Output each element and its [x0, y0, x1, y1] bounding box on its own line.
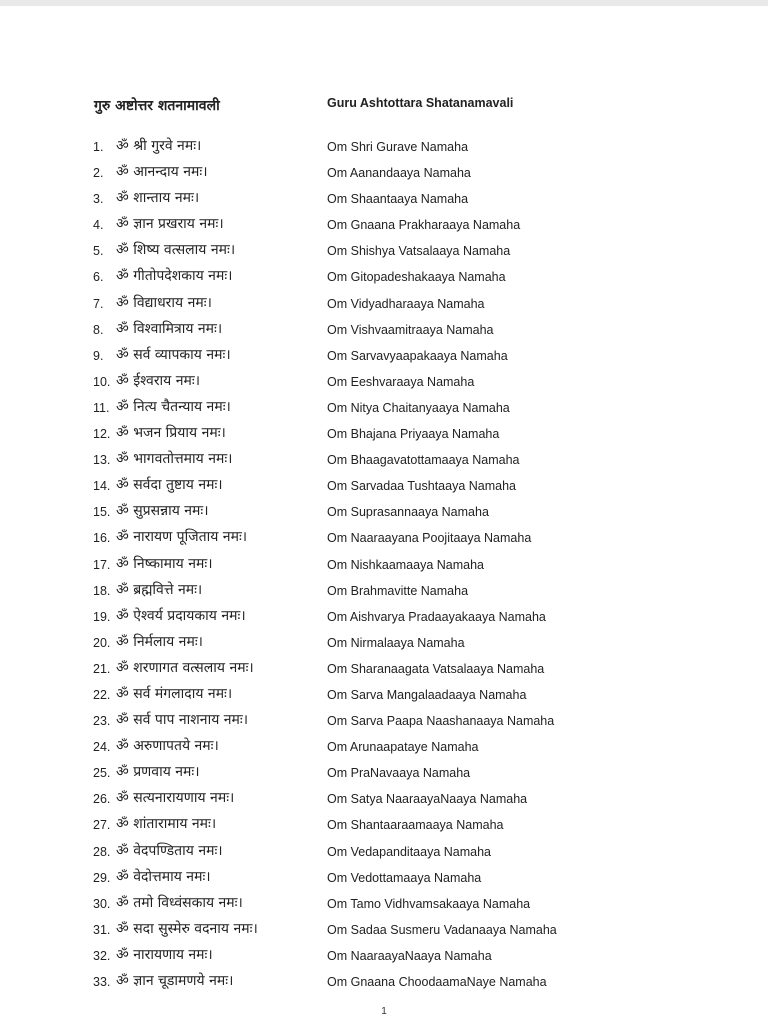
document-page [0, 6, 768, 1024]
sanskrit-name: ॐ ईश्वराय नमः। [116, 372, 201, 389]
item-number: 29. [93, 870, 111, 885]
item-number: 9. [93, 348, 104, 363]
english-name: Om Sarvavyaapakaaya Namaha [327, 348, 508, 363]
english-name: Om Gnaana Prakharaaya Namaha [327, 218, 521, 233]
sanskrit-name: ॐ सर्व पाप नाशनाय नमः। [116, 712, 249, 729]
list-item [0, 291, 768, 317]
sanskrit-name: ॐ ज्ञान प्रखराय नमः। [116, 216, 224, 233]
english-name: Om Bhajana Priyaaya Namaha [327, 427, 500, 442]
sanskrit-name: ॐ गीतोपदेशकाय नमः। [116, 268, 233, 285]
list-item [0, 865, 768, 891]
item-number: 20. [93, 635, 111, 650]
sanskrit-name: ॐ भागवतोत्तमाय नमः। [116, 451, 233, 468]
item-number: 16. [93, 531, 111, 546]
english-name: Om Vishvaamitraaya Namaha [327, 322, 494, 337]
sanskrit-name: ॐ वेदपण्डिताय नमः। [116, 842, 223, 859]
list-item [0, 812, 768, 838]
list-item [0, 212, 768, 238]
sanskrit-name: ॐ आनन्दाय नमः। [116, 164, 208, 181]
list-item [0, 395, 768, 421]
english-name: Om Tamo Vidhvamsakaaya Namaha [327, 896, 531, 911]
sanskrit-name: ॐ सर्व व्यापकाय नमः। [116, 346, 231, 363]
sanskrit-name: ॐ निष्कामाय नमः। [116, 555, 213, 572]
sanskrit-name: ॐ तमो विध्वंसकाय नमः। [116, 894, 243, 911]
list-item [0, 134, 768, 160]
list-item [0, 473, 768, 499]
sanskrit-name: ॐ निर्मलाय नमः। [116, 633, 203, 650]
item-number: 22. [93, 687, 111, 702]
item-number: 3. [93, 192, 104, 207]
item-number: 15. [93, 505, 111, 520]
item-number: 14. [93, 479, 111, 494]
list-item [0, 447, 768, 473]
item-number: 10. [93, 374, 111, 389]
english-name: Om Sarva Paapa Naashanaaya Namaha [327, 714, 555, 729]
english-name: Om Sarva Mangalaadaaya Namaha [327, 687, 527, 702]
sanskrit-name: ॐ ऐश्वर्य प्रदायकाय नमः। [116, 607, 246, 624]
list-item [0, 839, 768, 865]
sanskrit-name: ॐ शिष्य वत्सलाय नमः। [116, 242, 236, 259]
sanskrit-name: ॐ सुप्रसन्नाय नमः। [116, 503, 209, 520]
item-number: 18. [93, 583, 111, 598]
english-name: Om Aishvarya Pradaayakaaya Namaha [327, 609, 546, 624]
item-number: 21. [93, 661, 111, 676]
sanskrit-name: ॐ श्री गुरवे नमः। [116, 138, 202, 154]
list-item [0, 525, 768, 551]
sanskrit-name: ॐ सर्व मंगलादाय नमः। [116, 685, 233, 702]
sanskrit-name: ॐ शरणागत वत्सलाय नमः। [116, 659, 254, 676]
item-number: 7. [93, 296, 104, 311]
english-name: Om Satya NaaraayaNaaya Namaha [327, 792, 528, 807]
english-name: Om Nitya Chaitanyaaya Namaha [327, 400, 510, 415]
english-name: Om Sarvadaa Tushtaaya Namaha [327, 479, 516, 494]
sanskrit-name: ॐ नारायण पूजिताय नमः। [116, 529, 248, 546]
english-name: Om Vedapanditaaya Namaha [327, 844, 491, 859]
list-item [0, 917, 768, 943]
sanskrit-name: ॐ ज्ञान चूडामणये नमः। [116, 973, 234, 989]
item-number: 23. [93, 714, 111, 729]
sanskrit-name: ॐ अरुणापतये नमः। [116, 738, 219, 755]
item-number: 33. [93, 975, 111, 989]
list-item [0, 760, 768, 786]
item-number: 17. [93, 557, 111, 572]
list-item [0, 786, 768, 812]
item-number: 13. [93, 453, 111, 468]
list-item [0, 734, 768, 760]
item-number: 28. [93, 844, 111, 859]
item-number: 26. [93, 792, 111, 807]
english-name: Om Sadaa Susmeru Vadanaaya Namaha [327, 922, 557, 937]
list-item [0, 578, 768, 604]
list-item [0, 891, 768, 917]
name-list [0, 134, 768, 995]
english-name: Om Naaraayana Poojitaaya Namaha [327, 531, 532, 546]
list-item [0, 499, 768, 525]
english-name: Om Bhaagavatottamaaya Namaha [327, 453, 520, 468]
english-name: Om Shishya Vatsalaaya Namaha [327, 244, 511, 259]
english-name: Om Sharanaagata Vatsalaaya Namaha [327, 661, 545, 676]
english-name: Om Gitopadeshakaaya Namaha [327, 270, 506, 285]
list-item [0, 343, 768, 369]
english-name: Om PraNavaaya Namaha [327, 766, 471, 781]
sanskrit-title: गुरु अष्टोत्तर शतनामावली [94, 98, 220, 114]
item-number: 11. [93, 400, 110, 415]
english-name: Om Arunaapataye Namaha [327, 740, 479, 755]
sanskrit-name: ॐ शान्ताय नमः। [116, 190, 200, 207]
item-number: 8. [93, 322, 104, 337]
item-number: 4. [93, 218, 104, 233]
sanskrit-name: ॐ विद्याधराय नमः। [116, 294, 212, 311]
english-name: Om Shaantaaya Namaha [327, 192, 469, 207]
sanskrit-name: ॐ ब्रह्मवित्ते नमः। [116, 581, 203, 598]
sanskrit-name: ॐ भजन प्रियाय नमः। [116, 425, 226, 442]
english-name: Om Vedottamaaya Namaha [327, 870, 482, 885]
english-name: Om Gnaana ChoodaamaNaye Namaha [327, 975, 547, 989]
list-item [0, 369, 768, 395]
english-name: Om Shantaaraamaaya Namaha [327, 818, 504, 833]
column-headers [0, 96, 768, 118]
list-item [0, 682, 768, 708]
list-item [0, 656, 768, 682]
item-number: 31. [93, 922, 111, 937]
english-name: Om Nishkaamaaya Namaha [327, 557, 485, 572]
item-number: 6. [93, 270, 104, 285]
item-number: 12. [93, 427, 111, 442]
list-item [0, 264, 768, 290]
sanskrit-name: ॐ प्रणवाय नमः। [116, 764, 200, 781]
english-name: Om Eeshvaraaya Namaha [327, 374, 475, 389]
item-number: 24. [93, 740, 111, 755]
list-item [0, 708, 768, 734]
item-number: 19. [93, 609, 111, 624]
english-name: Om Nirmalaaya Namaha [327, 635, 465, 650]
english-title: Guru Ashtottara Shatanamavali [327, 96, 514, 110]
item-number: 30. [93, 896, 111, 911]
sanskrit-name: ॐ सत्यनारायणाय नमः। [116, 790, 235, 807]
list-item [0, 604, 768, 630]
sanskrit-name: ॐ नित्य चैतन्याय नमः। [116, 398, 231, 415]
list-item [0, 552, 768, 578]
item-number: 1. [93, 140, 104, 154]
item-number: 25. [93, 766, 111, 781]
page-number: 1 [381, 1006, 387, 1017]
english-name: Om NaaraayaNaaya Namaha [327, 948, 492, 963]
list-item [0, 630, 768, 656]
sanskrit-name: ॐ सर्वदा तुष्टाय नमः। [116, 477, 223, 494]
english-name: Om Shri Gurave Namaha [327, 140, 469, 154]
sanskrit-name: ॐ नारायणाय नमः। [116, 946, 213, 963]
list-item [0, 238, 768, 264]
english-name: Om Brahmavitte Namaha [327, 583, 469, 598]
english-name: Om Suprasannaaya Namaha [327, 505, 489, 520]
sanskrit-name: ॐ विश्वामित्राय नमः। [116, 320, 223, 337]
list-item [0, 186, 768, 212]
english-name: Om Vidyadharaaya Namaha [327, 296, 485, 311]
list-item [0, 969, 768, 995]
item-number: 27. [93, 818, 111, 833]
item-number: 5. [93, 244, 104, 259]
item-number: 32. [93, 948, 111, 963]
list-item [0, 317, 768, 343]
sanskrit-name: ॐ शांतारामाय नमः। [116, 816, 217, 833]
list-item [0, 160, 768, 186]
english-name: Om Aanandaaya Namaha [327, 166, 471, 181]
list-item [0, 943, 768, 969]
item-number: 2. [93, 166, 104, 181]
sanskrit-name: ॐ सदा सुस्मेरु वदनाय नमः। [116, 920, 258, 937]
list-item [0, 421, 768, 447]
sanskrit-name: ॐ वेदोत्तमाय नमः। [116, 868, 211, 885]
